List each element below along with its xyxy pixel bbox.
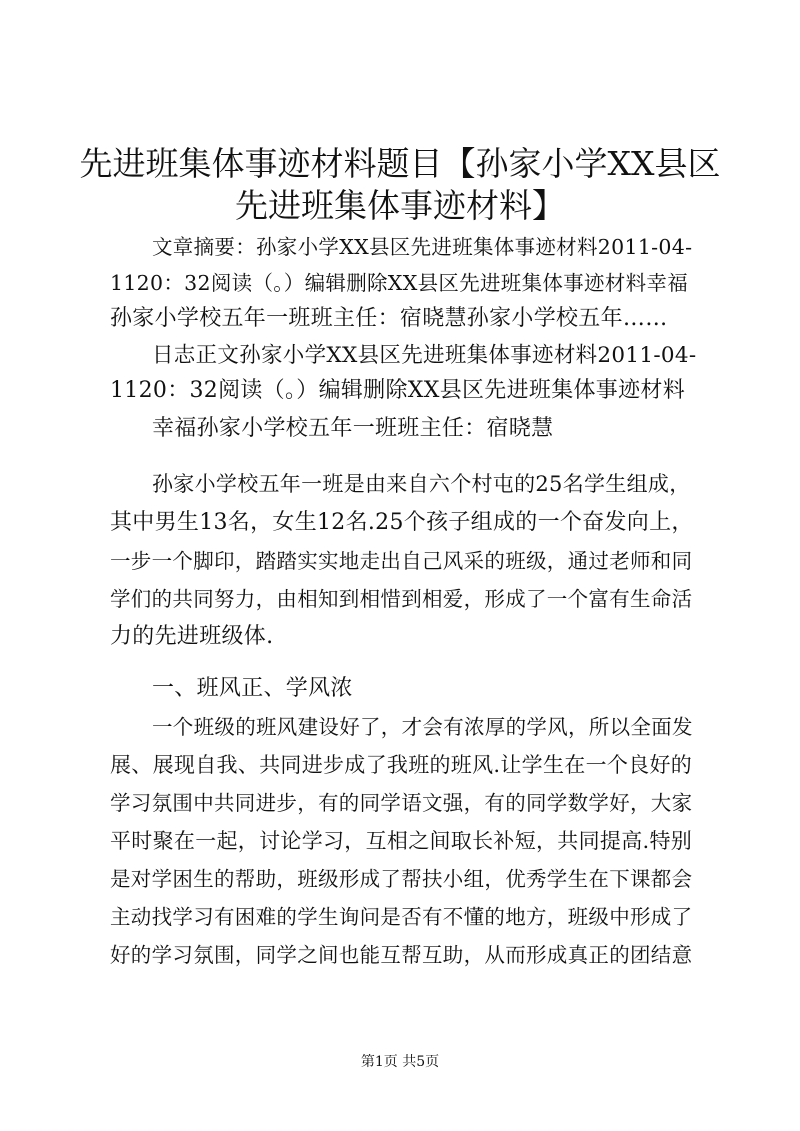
- text-line: 好的学习氛围，同学之间也能互帮互助，从而形成真正的团结意: [110, 943, 693, 967]
- document-title-line-1: 先进班集体事迹材料题目【孙家小学XX县区: [79, 144, 721, 183]
- text-line: 展、展现自我、共同进步成了我班的班风.让学生在一个良好的: [110, 753, 693, 777]
- text-line: 孙家小学校五年一班是由来自六个村屯的25名学生组成，: [152, 472, 691, 496]
- text-line: 1120：32阅读（。）编辑删除XX县区先进班集体事迹材料: [110, 378, 686, 403]
- document-title-line-2: 先进班集体事迹材料】: [235, 186, 565, 225]
- text-line: 学们的共同努力，由相知到相惜到相爱，形成了一个富有生命活: [110, 587, 693, 611]
- text-line: 主动找学习有困难的学生询问是否有不懂的地方，班级中形成了: [110, 905, 693, 929]
- text-line: 文章摘要：孙家小学XX县区先进班集体事迹材料2011-04-: [152, 235, 693, 259]
- text-line: 平时聚在一起，讨论学习，互相之间取长补短，共同提高.特别: [110, 829, 693, 853]
- text-line: 1120：32阅读（。）编辑删除XX县区先进班集体事迹材料幸福: [110, 271, 688, 295]
- text-line: 一个班级的班风建设好了，才会有浓厚的学风，所以全面发: [152, 715, 693, 739]
- text-line: 其中男生13名，女生12名.25个孩子组成的一个奋发向上，: [110, 510, 694, 535]
- section-heading: 一、班风正、学风浓: [152, 676, 353, 701]
- text-line: 是对学困生的帮助，班级形成了帮扶小组，优秀学生在下课都会: [110, 867, 693, 891]
- text-line: 孙家小学校五年一班班主任：宿晓慧孙家小学校五年……: [110, 306, 668, 331]
- text-line: 力的先进班级体.: [110, 624, 274, 649]
- text-line: 幸福孙家小学校五年一班班主任：宿晓慧: [152, 416, 554, 441]
- text-line: 一步一个脚印，踏踏实实地走出自己风采的班级，通过老师和同: [110, 549, 693, 573]
- text-line: 日志正文孙家小学XX县区先进班集体事迹材料2011-04-: [152, 343, 697, 368]
- page-number-footer: 第1页 共5页: [360, 1054, 440, 1070]
- text-line: 学习氛围中共同进步，有的同学语文强，有的同学数学好，大家: [110, 791, 693, 815]
